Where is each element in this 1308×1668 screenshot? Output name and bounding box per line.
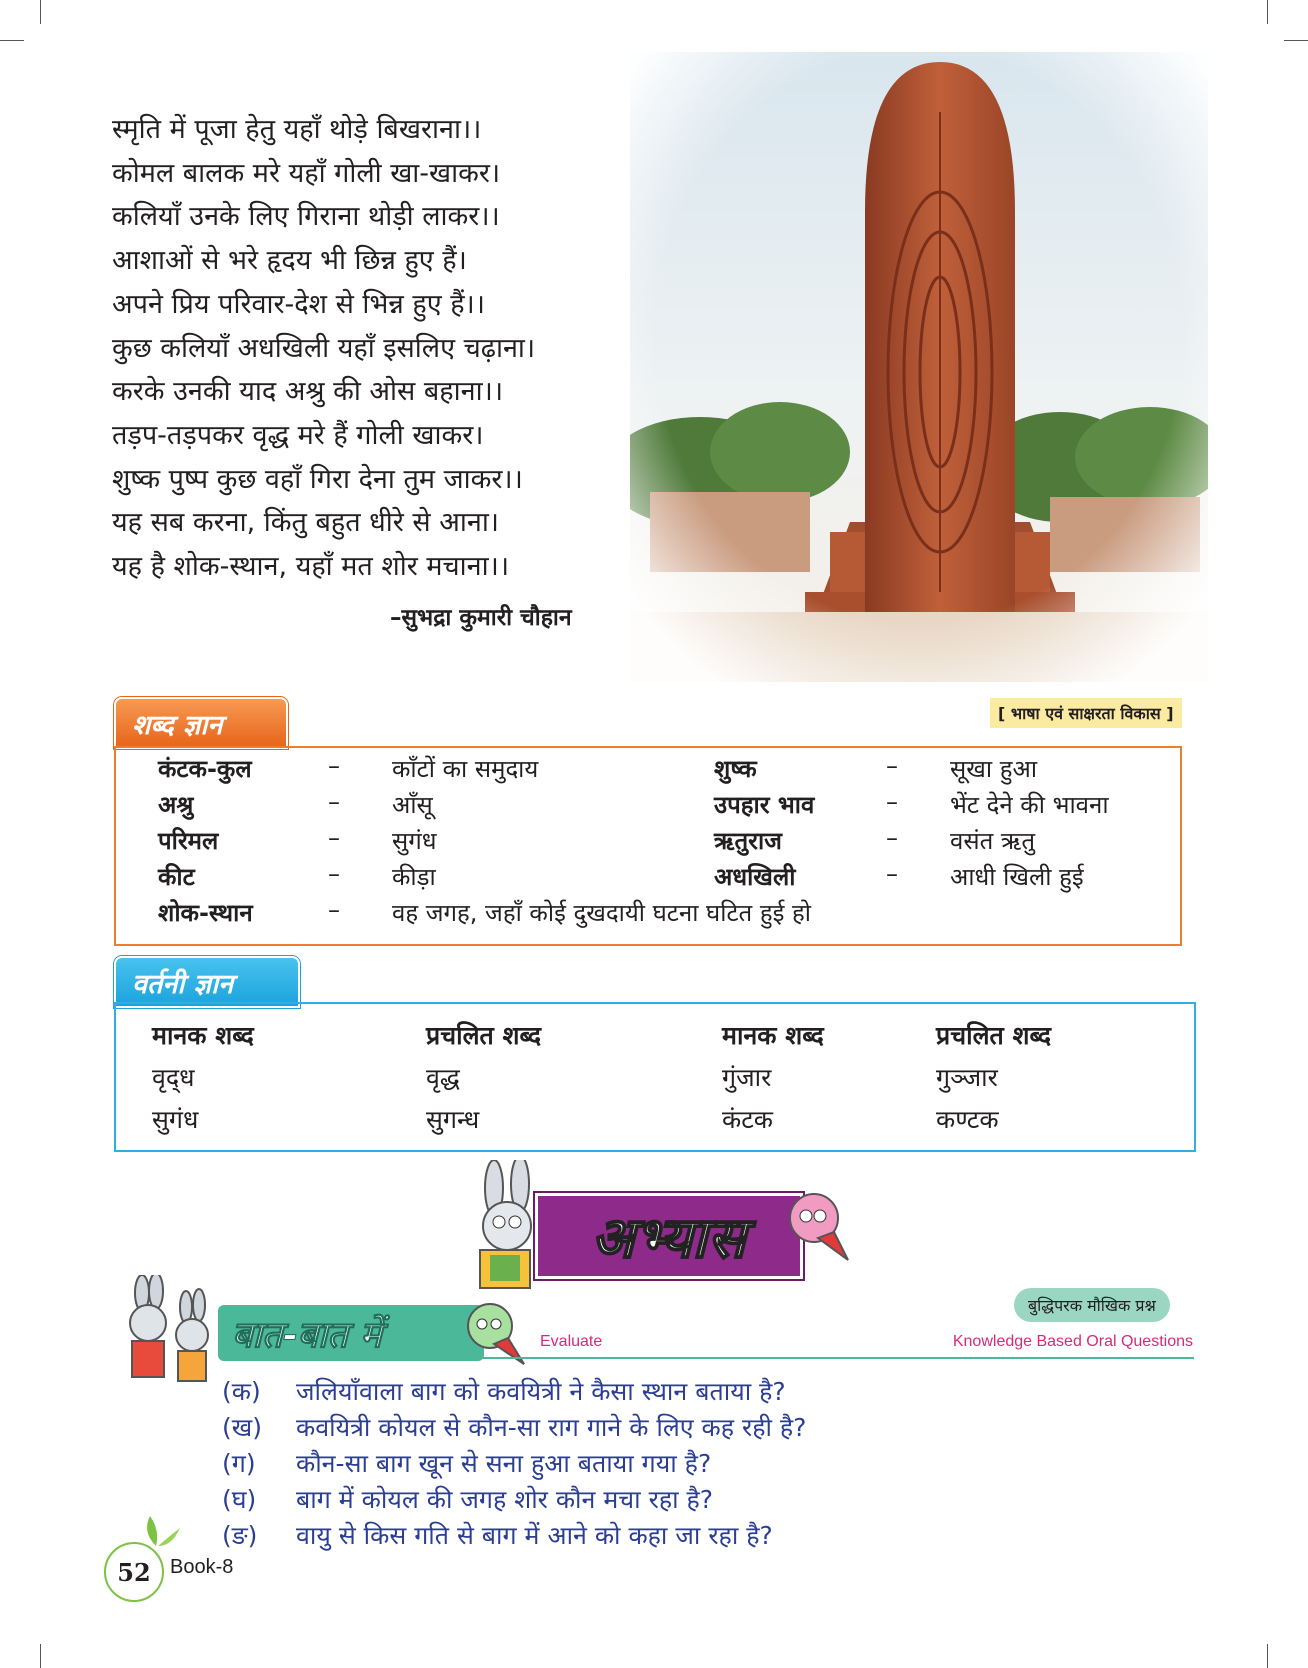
spelling-cell: कंटक: [722, 1105, 774, 1134]
crop-mark: [0, 40, 24, 41]
spelling-cell: कण्टक: [936, 1105, 999, 1134]
vocab-dash: –: [328, 860, 340, 888]
skill-tag: [ भाषा एवं साक्षरता विकास ]: [990, 698, 1182, 728]
crop-mark: [1267, 1644, 1268, 1668]
vocab-row: [116, 860, 1180, 896]
question-item: [222, 1482, 713, 1516]
vocab-word: उपहार भाव: [714, 791, 815, 819]
vocab-meaning: वसंत ऋतु: [950, 827, 1036, 855]
spelling-header: प्रचलित शब्द: [936, 1021, 1052, 1050]
vocab-dash: –: [886, 752, 898, 780]
vocab-row: [116, 752, 1180, 788]
spelling-header: मानक शब्द: [722, 1021, 824, 1050]
vocab-meaning: वह जगह, जहाँ कोई दुखदायी घटना घटित हुई हो: [392, 899, 811, 927]
vocab-meaning: सुगंध: [392, 827, 437, 855]
vocab-dash: –: [328, 896, 340, 924]
book-label: Book-8: [170, 1556, 234, 1578]
poem-line: आशाओं से भरे हृदय भी छिन्न हुए हैं।: [112, 245, 467, 277]
oral-questions-tag: बुद्धिपरक मौखिक प्रश्न: [1014, 1288, 1170, 1322]
vocab-word: शोक-स्थान: [158, 899, 253, 927]
spelling-cell: गुञ्जार: [936, 1063, 998, 1092]
vocab-dash: –: [886, 860, 898, 888]
crop-mark: [40, 0, 41, 24]
poem-line: तड़प-तड़पकर वृद्ध मरे हैं गोली खाकर।: [112, 419, 484, 451]
question-text: बाग में कोयल की जगह शोर कौन मचा रहा है?: [296, 1485, 714, 1514]
spelling-header: प्रचलित शब्द: [426, 1021, 542, 1050]
vocab-meaning: आँसू: [392, 791, 433, 819]
section-divider: [460, 1357, 1194, 1359]
poem-line: कुछ कलियाँ अधखिली यहाँ इसलिए चढ़ाना।: [112, 332, 536, 364]
vocab-meaning: काँटों का समुदाय: [392, 755, 539, 783]
question-item: [222, 1518, 773, 1552]
poem-line: यह है शोक-स्थान, यहाँ मत शोर मचाना।।: [112, 551, 510, 583]
poem-line: स्मृति में पूजा हेतु यहाँ थोड़े बिखराना।।: [112, 114, 482, 145]
spelling-cell: वृद्‌ध: [152, 1063, 195, 1092]
vocab-dash: –: [886, 788, 898, 816]
question-label: (घ): [222, 1485, 257, 1514]
vocab-row: [116, 824, 1180, 860]
vocab-word: अधखिली: [714, 863, 796, 891]
shabd-gyan-heading: शब्द ज्ञान: [114, 697, 288, 749]
question-label: (ङ): [222, 1521, 258, 1550]
vocab-meaning: भेंट देने की भावना: [950, 791, 1109, 819]
vocab-meaning: सूखा हुआ: [950, 755, 1037, 783]
memorial-photo: [630, 52, 1208, 682]
vocab-dash: –: [328, 824, 340, 852]
question-text: वायु से किस गति से बाग में आने को कहा जा रहा है?: [296, 1521, 773, 1550]
poem: [112, 108, 632, 589]
crop-mark: [1267, 0, 1268, 24]
vocab-dash: –: [328, 788, 340, 816]
page-number: 52: [104, 1542, 164, 1602]
vocab-row: [116, 788, 1180, 824]
vocab-row: [116, 896, 1180, 932]
vocab-dash: –: [886, 824, 898, 852]
spelling-cell: सुगन्ध: [426, 1105, 480, 1134]
poem-line: कलियाँ उनके लिए गिराना थोड़ी लाकर।।: [112, 201, 500, 233]
poem-line: अपने प्रिय परिवार-देश से भिन्न हुए हैं।।: [112, 288, 486, 320]
question-label: (ख): [222, 1413, 262, 1442]
vocab-meaning: आधी खिली हुई: [950, 863, 1084, 891]
pencil-mascot-icon: [784, 1188, 854, 1268]
crop-mark: [40, 1644, 41, 1668]
spelling-cell: सुगंध: [152, 1105, 199, 1134]
question-item: [222, 1446, 711, 1480]
poem-line: शुष्क पुष्प कुछ वहाँ गिरा देना तुम जाकर।।: [112, 463, 523, 495]
vocab-word: कंटक-कुल: [158, 755, 252, 783]
crop-mark: [1284, 40, 1308, 41]
poem-line: कोमल बालक मरे यहाँ गोली खा-खाकर।: [112, 157, 501, 189]
vocab-word: शुष्क: [714, 755, 757, 783]
rabbits-mascot-icon: [104, 1275, 224, 1390]
poem-line: करके उनकी याद अश्रु की ओस बहाना।।: [112, 376, 504, 408]
vocab-dash: –: [328, 752, 340, 780]
question-text: कौन-सा बाग खून से सना हुआ बताया गया है?: [296, 1449, 712, 1478]
evaluate-label: Evaluate: [540, 1333, 603, 1350]
abhyas-title: अभ्यास: [591, 1206, 747, 1271]
vartani-gyan-heading: वर्तनी ज्ञान: [114, 956, 300, 1008]
question-text: कवयित्री कोयल से कौन-सा राग गाने के लिए कह रही है?: [296, 1413, 807, 1442]
vocab-meaning: कीड़ा: [392, 863, 436, 891]
spelling-cell: गुंजार: [722, 1063, 772, 1092]
spelling-cell: वृद्ध: [426, 1063, 460, 1092]
vocab-word: कीट: [158, 863, 195, 891]
spelling-header: मानक शब्द: [152, 1021, 254, 1050]
question-label: (क): [222, 1377, 261, 1406]
abhyas-banner: [535, 1193, 803, 1279]
vocab-word: परिमल: [158, 827, 219, 855]
vocab-word: अश्रु: [158, 791, 194, 819]
oral-questions-english: Knowledge Based Oral Questions: [952, 1333, 1193, 1350]
baat-baat-heading: बात-बात में: [218, 1305, 484, 1361]
question-item: [222, 1374, 786, 1408]
spelling-box: [114, 1002, 1196, 1152]
question-label: (ग): [222, 1449, 256, 1478]
poem-line: यह सब करना, किंतु बहुत धीरे से आना।: [112, 507, 500, 539]
vocabulary-box: [114, 746, 1182, 946]
poet-name: –सुभद्रा कुमारी चौहान: [390, 605, 572, 631]
vocab-word: ऋतुराज: [714, 827, 782, 855]
question-item: [222, 1410, 806, 1444]
question-text: जलियाँवाला बाग को कवयित्री ने कैसा स्थान बताया है?: [296, 1377, 786, 1406]
